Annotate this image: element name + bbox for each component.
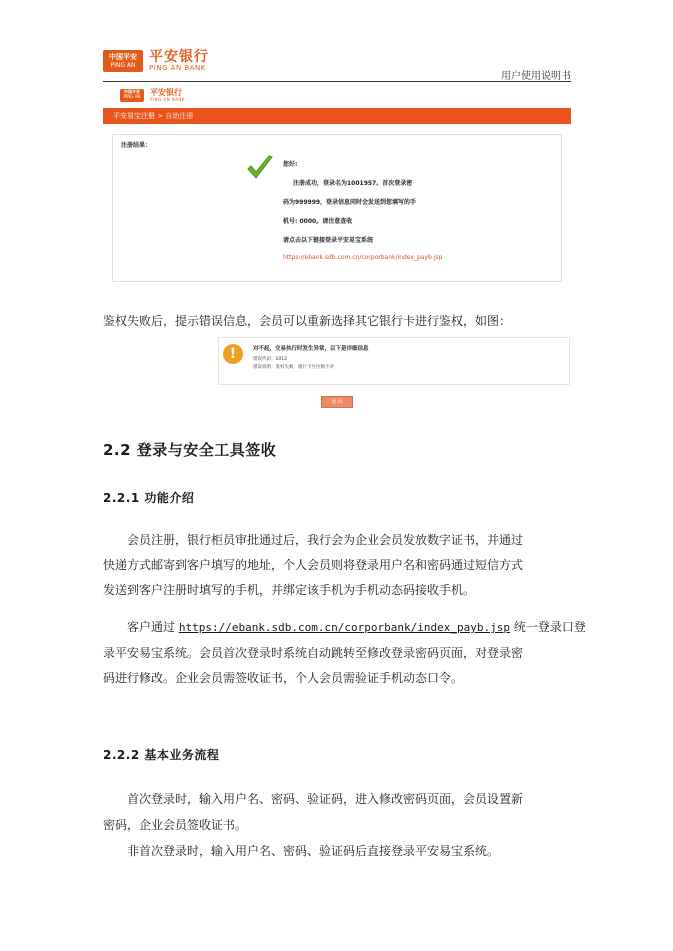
panel-title: 注册结果： — [121, 142, 152, 149]
result-line-2: 码为999999，登录信息同时会发送到您填写的手 — [283, 199, 417, 206]
breadcrumb-sub: > 自助注册 — [155, 112, 194, 120]
result-line-1: 注册成功，登录名为1001957。首次登录密 — [293, 180, 413, 187]
flow-line-1: 首次登录时，输入用户名、密码、验证码，进入修改密码页面，会员设置新 — [127, 792, 524, 806]
mini-logo-badge-bottom: PING AN — [123, 94, 141, 99]
mini-logo-name-en: PING AN BANK — [150, 97, 186, 102]
greeting-text: 您好: — [283, 161, 298, 168]
logo-badge-bottom: PING AN — [110, 61, 136, 69]
auth-fail-paragraph: 鉴权失败后，提示错误信息，会员可以重新选择其它银行卡进行鉴权，如图： — [103, 314, 512, 328]
login-suffix: 统一登录口登 — [513, 620, 586, 634]
breadcrumb-main[interactable]: 平安易宝注册 — [113, 112, 155, 120]
flow-line-3: 非首次登录时，输入用户名、密码、验证码后直接登录平安易宝系统。 — [127, 844, 500, 858]
login-prefix: 客户通过 — [127, 620, 176, 634]
logo-badge-top: 中国平安 — [109, 53, 137, 62]
mini-logo-name-cn: 平安银行 — [150, 88, 182, 97]
bank-logo — [103, 50, 209, 72]
error-code: 错误代码：1012 — [253, 357, 287, 362]
error-title: 对不起，交易执行时发生异常，以下是详细信息 — [253, 346, 369, 352]
error-description: 错误说明：鉴权失败：银行卡号位数不对 — [253, 365, 334, 370]
error-screenshot — [218, 337, 570, 385]
section-heading-2-2-2: 2.2.2 基本业务流程 — [103, 748, 220, 762]
breadcrumb-bar — [103, 108, 571, 124]
back-button[interactable]: 返 回 — [321, 396, 353, 408]
intro-line-1: 会员注册，银行柜员审批通过后，我行会为企业会员发放数字证书，并通过 — [127, 533, 524, 547]
logo-name-en: PING AN BANK — [149, 64, 206, 72]
mini-logo-badge — [120, 89, 144, 102]
login-line-1 — [127, 615, 586, 640]
warning-icon: ! — [223, 344, 243, 364]
flow-line-2: 密码，企业会员签收证书。 — [103, 818, 248, 832]
section-heading-2-2: 2.2 登录与安全工具签收 — [103, 441, 277, 459]
login-line-2: 录平安易宝系统。会员首次登录时系统自动跳转至修改登录密码页面，对登录密 — [103, 646, 524, 660]
registration-screenshot — [103, 86, 571, 286]
result-line-4: 请点击以下链接登录平安易宝系统 — [283, 237, 374, 244]
result-line-3: 机号: 0000。请注意查收 — [283, 218, 353, 225]
header-divider — [103, 81, 571, 82]
doc-title: 用户使用说明书 — [501, 71, 571, 82]
logo-badge — [103, 50, 143, 72]
mini-bank-logo — [120, 88, 185, 102]
login-link[interactable]: https://ebank.sdb.com.cn/corporbank/index_payb.jsp — [283, 254, 443, 261]
intro-line-2: 快递方式邮寄到客户填写的地址，个人会员则将登录用户名和密码通过短信方式 — [103, 558, 524, 572]
intro-line-3: 发送到客户注册时填写的手机，并绑定该手机为手机动态码接收手机。 — [103, 583, 476, 597]
result-panel — [112, 134, 562, 282]
login-line-3: 码进行修改。企业会员需签收证书，个人会员需验证手机动态口令。 — [103, 671, 464, 685]
login-url-link[interactable]: https://ebank.sdb.com.cn/corporbank/index_payb.jsp — [178, 621, 510, 634]
section-heading-2-2-1: 2.2.1 功能介绍 — [103, 491, 195, 505]
success-check-icon — [245, 153, 275, 183]
logo-name-cn: 平安银行 — [149, 49, 209, 65]
mini-logo-badge-top: 中国平安 — [124, 89, 140, 95]
